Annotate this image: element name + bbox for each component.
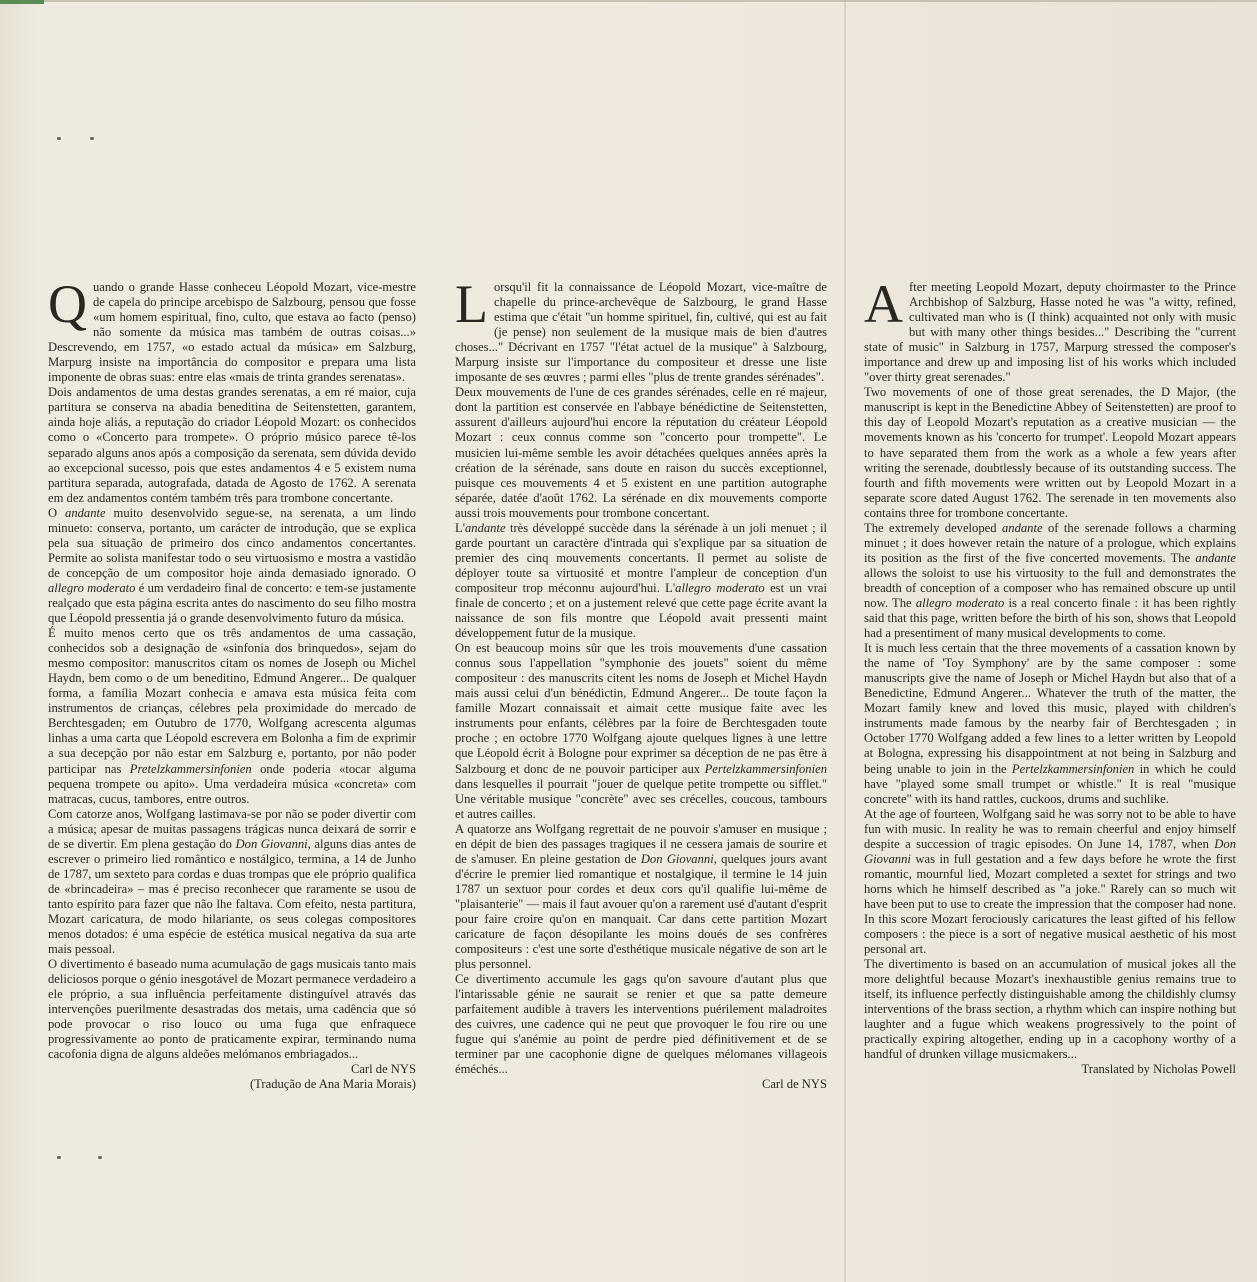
translator-credit: (Tradução de Ana Maria Morais) <box>249 1077 416 1092</box>
paragraph-text: allows the soloist to use his virtuosity to the full and demonstrates the breadth of conception of a composer who has remained obscure up until now. The <box>864 565 1236 610</box>
drop-cap: Q <box>48 274 87 334</box>
paragraph-text: is a real concerto finale : it has been rightly said that this page, written before the birth of his son, shows that Leopold had a presentiment of many musical developments to come. <box>864 595 1237 641</box>
paragraph-text: in which he could have "played some small trumpet or whistle." It is real "musique concrete" with its hand rattles, cuckoos, drums and suchlike. <box>864 761 1236 806</box>
italic-term: andante <box>464 520 506 535</box>
paragraph-text: The extremely developed <box>864 520 1002 535</box>
italic-term: Don Giovanni <box>864 836 1236 866</box>
translator-credit: Translated by Nicholas Powell <box>1081 1062 1236 1077</box>
paragraph-text: of the serenade follows a charming minuet ; it does however retain the nature of a prologue, which explains its position as the first of the five concerted movements. The <box>864 520 1236 565</box>
paragraph-text: On est beaucoup moins sûr que les trois mouvements d'une cassation connus sous l'appellation "symphonie des jouets" soient du même compositeur : des manuscrits citent les noms de Joseph et Michel Haydn mais aussi celui d'un bénédictin, Edmund Angerer... De toute façon la famille Mozart connaissait et aimait cette musique faite avec les instruments pour enfants, célèbres par la foire de Berchtesgaden toute proche ; en octobre 1770 Wolfgang ajoute quelques lignes à une lettre que Léopold écrit à Bologne pour exprimer sa déception de ne pas être à Salzbourg et donc de ne pouvoir participer aux <box>455 641 827 776</box>
portuguese-column <box>48 274 416 1093</box>
paragraph-text: At the age of fourteen, Wolfgang said he was sorry not to be able to have fun with music. In reality he was to remain cheerful and enjoy himself despite a succession of tragic episodes. On June 14, 1787, when <box>864 806 1236 851</box>
paragraph-text: Deux mouvements de l'une de ces grandes sérénades, celle en ré majeur, dont la partition est conservée en l'abbaye bénédictine de Seitenstetten, assurent d'ailleurs aujourd'hui encore la réputation du créateur Léopold Mozart : ceux connus comme son "concerto pour trompette". Le musicien lui-même semble les avoir détachées quelques années après la création de la sérénade, sans doute en raison du succès exceptionnel, puisque ces mouvements 4 et 5 existent en une partition autographe séparée, datée d'août 1762. La sérénade en dix mouvements comporte aussi trois mouvements pour trombone concertant. <box>455 385 827 520</box>
paragraph-text: O <box>48 505 66 520</box>
paragraph-text: It is much less certain that the three movements of a cassation known by the name of 'Toy Symphony' are by the same composer : some manuscripts give the name of Joseph or Michel Haydn but also that of a Benedictine, Edmund Angerer... Whatever the truth of the matter, the Mozart family knew and loved this music, played with children's instruments made famous by the nearby fair of Berchtesgaden ; in October 1770 Wolfgang added a few lines to a letter written by Leopold at Bologna, expressing his disappointment at not being in Salzburg and being unable to join in the <box>864 641 1236 776</box>
speck-mark <box>90 137 94 140</box>
paragraph-text: muito desenvolvido segue-se, na serenata, a um lindo minueto: conserva, portanto, um carácter de introdução, que se explica pela sua situação de primeiro dos cinco andamentos concertantes. Permite ao solista manifestar todo o seu virtuosismo e mostra a vastidão de concepção de um compositor hoje ainda demasiado ignorado. O <box>48 505 416 580</box>
italic-term: allegro moderato <box>915 595 1005 610</box>
paragraph-text: , alguns dias antes de escrever o primeiro lied romântico e nostálgico, termina, a 14 de Junho de 1787, um sexteto para cordas e duas trompas que ele próprio qualifica de «brincadeira» – mas é preciso reconhecer que raramente se usou de tanto espírito para fazer que não lhe faltava. Com efeito, nesta partitura, Mozart caricatura, de modo hilariante, os seus colegas compositores menos dotados: é uma espécie de estética musical negativa da sua arte mais pessoal. <box>48 836 416 957</box>
speck-mark <box>57 1156 61 1159</box>
italic-term: Pertelzkammersinfonien <box>704 761 827 776</box>
sleeve-crease <box>844 0 846 1282</box>
paragraph-text: est un vrai finale de concerto ; et on a justement relevé que cette page écrite avant la naissance de son fils montre que Léopold avait pressenti maint développement futur de la musique. <box>455 580 827 641</box>
green-tab-mark <box>0 0 44 4</box>
paragraph-text: Ce divertimento accumule les gags qu'on savoure d'autant plus que l'intarissable génie ne saurait se renier et que sa patte demeure parfaitement audible à travers les interventions puérilement maladroites des cuivres, une cadence qui ne peut que provoquer le fou rire ou une fugue qui s'anémie au point de perdre pied définitivement et de se terminer par une cacophonie digne de quelques mélomanes villageois éméchés... <box>455 972 827 1077</box>
english-column <box>864 274 1237 1077</box>
paragraph <box>455 641 827 822</box>
paragraph-text: uando o grande Hasse conheceu Léopold Mozart, vice-mestre de capela do principe arcebispo de Salzbourg, pensou que fosse «um homem espiritual, fino, culto, que estava ao facto (penso) não somente da música mas também de outras coisas...» Descrevendo, em 1757, «o estado actual da música» em Salzburg, Marpurg insiste na importância do compositor e prepara uma lista imponente de obras suas: entre elas «mais de trinta grandes serenatas». <box>48 280 416 385</box>
paragraph-text: L' <box>455 520 465 535</box>
paragraph <box>455 822 827 972</box>
paragraph-text: fter meeting Leopold Mozart, deputy choirmaster to the Prince Archbishop of Salzburg, Hasse noted he was "a witty, refined, cultivated man who is (I think) acquainted not only with music but with many other things besides..." Describing the "current state of music" in Salzburg in 1757, Marpurg stressed the composer's importance and drew up and imposing list of his works which included "over thirty great serenades." <box>864 280 1236 385</box>
french-column <box>455 274 827 1093</box>
paragraph <box>48 957 416 1062</box>
top-edge <box>0 0 1257 2</box>
paragraph <box>864 807 1236 957</box>
paragraph-text: Two movements of one of those great serenades, the D Major, (the manuscript is kept in the Benedictine Abbey of Seitenstetten) are proof to this day of Leopold Mozart's reputation as a creative musician — the movements known as his 'concerto for trumpet'. Leopold Mozart appears to have separated them from the work as a whole a few years after writing the serenade, doubtlessly because of its outstanding success. The fourth and fifth movements were written out by Leopold Mozart in a separate score dated August 1762. The serenade in ten movements also contains three for trombone concertante. <box>864 385 1236 520</box>
paragraph <box>48 506 416 626</box>
speck-mark <box>98 1156 102 1159</box>
paragraph <box>455 521 827 641</box>
paragraph <box>864 521 1236 641</box>
paragraph-text: Com catorze anos, Wolfgang lastimava-se por não se poder divertir com a música; apesar de muitas passagens trágicas nunca deixará de sorrir e de se divertir. Em plena gestação do <box>48 806 416 851</box>
drop-cap: L <box>455 274 488 334</box>
paragraph <box>864 274 1236 385</box>
author-signature: Carl de NYS <box>761 1077 827 1092</box>
paragraph-text: É muito menos certo que os três andamentos de uma cassação, conhecidos sob a designação de «sinfonia dos brinquedos», sejam do mesmo compositor: manuscritos citam os nomes de Joseph ou Michel Haydn, bem como o de um beneditino, Edmund Angerer... De qualquer forma, a família Mozart conhecia e amava esta música feita com instrumentos de crianças, célebres pela proximidade do mercado de Berchtesgaden; em Outubro de 1770, Wolfgang acrescenta algumas linhas a uma carta que Léopold escrevera em Bolonha a fim de exprimir a sua decepção por não estar em Salzburg e, portanto, por não poder participar nas <box>48 626 416 776</box>
paragraph <box>48 274 416 385</box>
paragraph-text: , quelques jours avant d'écrire le premier lied romantique et nostalgique, il termine le 14 juin 1787 un sextuor pour cordes et deux cors qu'il qualifie lui-même de "plaisanterie" — mais il faut avouer qu'on a rarement usé d'autant d'esprit pour faire croire qu'on en manquait. Car dans cette partition Mozart caricature de façon désopilante les moins doués de ses confrères compositeurs : c'est une sorte d'esthétique musicale négative de son art le plus personnel. <box>455 851 827 972</box>
paragraph-text: très développé succède dans la sérénade à un joli menuet ; il garde pourtant un caractère d'intrada qui s'explique par sa situation de premier des cinq mouvements concertants. Il permet au soliste de déployer toute sa virtuosité et montre l'ampleur de conception d'un compositeur trop méconnu aujourd'hui. L' <box>455 520 827 595</box>
italic-term: andante <box>1001 520 1043 535</box>
paragraph-text: é um verdadeiro final de concerto: e tem-se justamente realçado que esta página escrita antes do nascimento do seu filho mostra que Léopold pressentia já o grande desenvolvimento futuro da música. <box>48 580 416 626</box>
paragraph <box>455 274 827 385</box>
paragraph <box>864 641 1236 807</box>
italic-term: allegro moderato <box>675 580 765 595</box>
paragraph-text: Dois andamentos de uma destas grandes serenatas, a em ré maior, cuja partitura se conserva na abadia beneditina de Seitenstetten, garantem, ainda hoje aliás, a reputação do criador Léopold Mozart: os conhecidos como o «Concerto para trompete». O próprio músico parece tê-los separado alguns anos após a composição da serenata, sem dúvida devido ao excepcional sucesso, pois que estes andamentos 4 e 5 existem numa partitura separada, autografada, datada de Agosto de 1762. A serenata em dez andamentos contém também três para trombone concertante. <box>48 385 416 505</box>
italic-term: andante <box>65 505 106 520</box>
paragraph-text: O divertimento é baseado numa acumulação de gags musicais tanto mais deliciosos porque o génio inesgotável de Mozart permanece verdadeiro a ele próprio, a sua influência perfeitamente distinguível através das intervenções puerilmente desastradas dos metais, uma cadência que só pode provocar o riso louco ou uma fuga que enfraquece progressivamente ao ponto de praticamente expirar, terminando numa cacofonia digna de alguns aldeões melómanos embriagados... <box>48 957 416 1062</box>
paragraph-text: was in full gestation and a few days before he wrote the first romantic, mournful lied, Mozart completed a sextet for strings and two horns which he himself described as "a joke." Rarely can so much wit have been put to use to create the impression that the composer had none. In this score Mozart ferociously caricatures the least gifted of his fellow composers : the piece is a sort of negative musical aesthetic of his most personal art. <box>864 851 1236 957</box>
paragraph <box>864 957 1236 1062</box>
paragraph <box>48 807 416 957</box>
paragraph <box>48 385 416 505</box>
paragraph-text: dans lesquelles il pourrait "jouer de quelque petite trompette ou sifflet." Une véritable musique "concrète" avec ses crécelles, coucous, tambours et autres cailles. <box>455 776 827 821</box>
speck-mark <box>57 137 61 140</box>
paragraph-text: A quatorze ans Wolfgang regrettait de ne pouvoir s'amuser en musique ; en dépit de bien des passages tragiques il ne cessera jamais de sourire et de s'amuser. En pleine gestation de <box>455 821 827 866</box>
paragraph-text: orsqu'il fit la connaissance de Léopold Mozart, vice-maître de chapelle du prince-archevêque de Salzbourg, le grand Hasse estima que c'était "un homme spirituel, fin, cultivé, qui est au fait (je pense) non seulement de la musique mais de bien d'autres choses..." Décrivant en 1757 "l'état actuel de la musique" à Salzbourg, Marpurg insiste sur l'importance du compositeur et dresse une liste imposante de ses œuvres ; parmi elles "plus de trente grandes sérénades". <box>455 280 827 385</box>
italic-term: Don Giovanni <box>640 851 714 866</box>
italic-term: Pertelzkammersinfonien <box>1011 761 1135 776</box>
italic-term: Don Giovanni <box>235 836 308 851</box>
paragraph <box>455 972 827 1077</box>
paragraph-text: The divertimento is based on an accumulation of musical jokes all the more delightful because Mozart's inexhaustible genius remains true to itself, its influence perfectly distinguishable among the childishly clumsy interventions of the brass section, a rhythm which can inspire nothing but laughter and a fugue which weakens progressively to the point of practically expiring altogether, ending up in a cacophony worthy of a handful of drunken village musicmakers... <box>864 957 1236 1062</box>
italic-term: allegro moderato <box>48 580 136 595</box>
drop-cap: A <box>864 274 903 334</box>
italic-term: andante <box>1195 550 1236 565</box>
italic-term: Pretelzkammersinfonien <box>129 761 252 776</box>
author-signature: Carl de NYS <box>350 1062 416 1077</box>
paragraph <box>455 385 827 520</box>
paragraph-text: onde poderia «tocar alguma pequena trompete ou apito». Uma verdadeira música «concreta» com matracas, cucus, tambores, entre outros. <box>48 761 416 806</box>
paragraph <box>864 385 1236 520</box>
paragraph <box>48 626 416 807</box>
